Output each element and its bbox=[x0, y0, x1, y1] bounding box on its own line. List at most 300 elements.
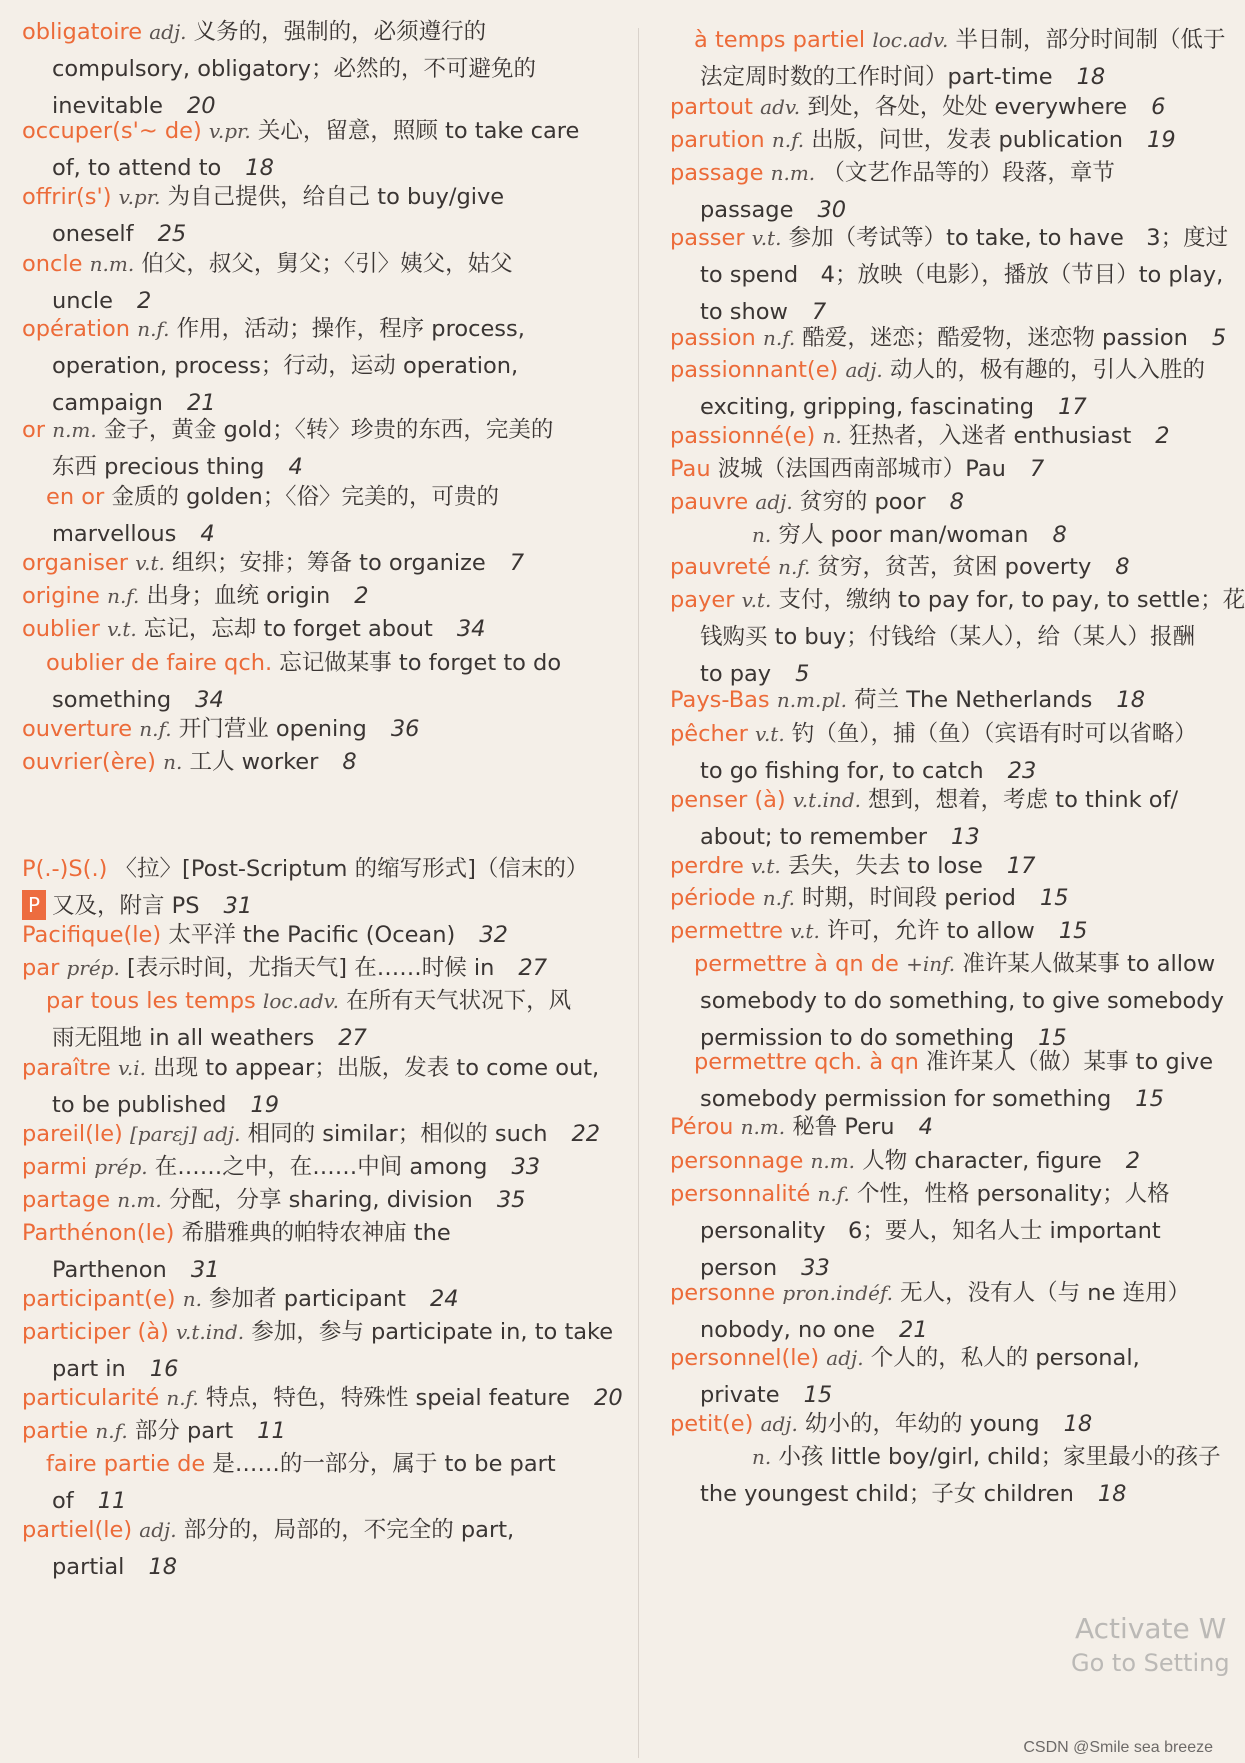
part-of-speech: n.m. bbox=[89, 252, 135, 276]
dictionary-entry bbox=[22, 1215, 622, 1289]
part-of-speech: n.f. bbox=[139, 717, 172, 741]
definition: 太平洋 the Pacific (Ocean) bbox=[168, 922, 456, 948]
definition: 部分 part bbox=[134, 1418, 234, 1444]
page-ref: 8 bbox=[949, 489, 964, 515]
headword: payer bbox=[670, 587, 735, 613]
headword: en or bbox=[46, 484, 105, 510]
part-of-speech: adj. bbox=[755, 490, 793, 514]
dictionary-entry bbox=[22, 311, 622, 422]
entry-first-line bbox=[670, 913, 1223, 950]
headword: petit(e) bbox=[670, 1411, 754, 1437]
dictionary-entry bbox=[670, 418, 1223, 455]
headword: par bbox=[22, 955, 60, 981]
headword: permettre qch. à qn bbox=[694, 1049, 919, 1075]
headword: permettre à qn de bbox=[694, 951, 899, 977]
headword: personnalité bbox=[670, 1181, 811, 1207]
page-ref: 19 bbox=[1147, 127, 1176, 153]
entry-first-line bbox=[670, 484, 1223, 521]
page-ref: 11 bbox=[257, 1418, 286, 1444]
headword: passion bbox=[670, 325, 756, 351]
definition-continuation: partial 18 bbox=[52, 1554, 178, 1580]
part-of-speech: n.m. bbox=[740, 1115, 786, 1139]
dictionary-entry bbox=[670, 716, 1223, 790]
definition-continuation: nobody, no one 21 bbox=[700, 1317, 928, 1343]
part-of-speech: [parɛj] adj. bbox=[129, 1122, 241, 1146]
left-column bbox=[22, 0, 622, 1763]
definition-continuation: 法定周时数的工作时间）part-time 18 bbox=[700, 64, 1106, 90]
definition: 个人的，私人的 personal, bbox=[870, 1345, 1140, 1371]
definition: 到处，各处，处处 everywhere bbox=[807, 94, 1128, 120]
part-of-speech: n.f. bbox=[778, 555, 811, 579]
part-of-speech: n.f. bbox=[107, 584, 140, 608]
part-of-speech: n.m. bbox=[117, 1188, 162, 1212]
entry-first-line bbox=[22, 179, 622, 216]
definition: 〈拉〉[Post-Scriptum 的缩写形式]（信末的） bbox=[114, 856, 589, 882]
headword: période bbox=[670, 885, 756, 911]
entry-first-line bbox=[670, 122, 1223, 159]
entry-first-line bbox=[22, 479, 622, 516]
headword: participer (à) bbox=[22, 1319, 169, 1345]
headword: personnel(le) bbox=[670, 1345, 820, 1371]
dictionary-entry bbox=[670, 549, 1223, 586]
page-ref: 15 bbox=[1038, 1025, 1067, 1051]
entry-first-line bbox=[22, 578, 622, 615]
definition: 出身；血统 origin bbox=[146, 583, 331, 609]
page-ref: 36 bbox=[390, 716, 420, 742]
part-of-speech: v.t. bbox=[755, 722, 785, 746]
headword: par tous les temps bbox=[46, 988, 256, 1014]
part-of-speech: n.f. bbox=[137, 317, 170, 341]
entry-first-line bbox=[22, 1512, 622, 1549]
part-of-speech: v.t. bbox=[135, 551, 165, 575]
page-ref: 4 bbox=[200, 521, 215, 547]
page-ref: 8 bbox=[1115, 554, 1130, 580]
definition-continuation: inevitable 20 bbox=[52, 93, 216, 119]
entry-first-line bbox=[670, 946, 1223, 983]
definition-continuation: uncle 2 bbox=[52, 288, 152, 314]
dictionary-entry bbox=[670, 582, 1245, 693]
entry-first-line bbox=[670, 880, 1223, 917]
headword: faire partie de bbox=[46, 1451, 206, 1477]
definition: 希腊雅典的帕特农神庙 the bbox=[181, 1220, 451, 1246]
page-ref: 4 bbox=[918, 1114, 933, 1140]
page-ref: 32 bbox=[479, 922, 508, 948]
page-ref: 18 bbox=[148, 1554, 178, 1580]
entry-first-line bbox=[22, 311, 622, 348]
dictionary-entry bbox=[22, 246, 622, 320]
definition: 穷人 poor man/woman bbox=[778, 522, 1029, 548]
page-ref: 31 bbox=[190, 1257, 220, 1283]
dictionary-entry bbox=[22, 412, 622, 486]
page-ref: 7 bbox=[1029, 456, 1045, 482]
entry-first-line bbox=[22, 950, 622, 987]
dictionary-entry bbox=[670, 1109, 1223, 1146]
watermark-line-1: Activate W bbox=[1075, 1612, 1227, 1645]
page-ref: 5 bbox=[795, 661, 810, 687]
definition-continuation: of, to attend to 18 bbox=[52, 155, 274, 181]
entry-first-line bbox=[670, 22, 1226, 59]
definition-continuation: operation, process；行动，运动 operation, bbox=[52, 353, 519, 379]
page-ref: 11 bbox=[97, 1488, 127, 1514]
headword: pauvre bbox=[670, 489, 749, 515]
part-of-speech: loc.adv. bbox=[262, 989, 339, 1013]
dictionary-entry bbox=[22, 645, 622, 719]
definition-continuation: to go fishing for, to catch 23 bbox=[700, 758, 1037, 784]
entry-first-line bbox=[22, 1182, 622, 1219]
dictionary-entry bbox=[22, 479, 622, 553]
dictionary-entry bbox=[670, 682, 1223, 719]
entry-first-line bbox=[22, 1380, 622, 1417]
page-ref: 7 bbox=[509, 550, 525, 576]
part-of-speech: v.t. bbox=[107, 617, 137, 641]
headword: penser (à) bbox=[670, 787, 786, 813]
page-ref: 15 bbox=[1135, 1086, 1164, 1112]
definition: 半日制，部分时间制（低于 bbox=[955, 27, 1226, 53]
entry-first-line bbox=[22, 1050, 622, 1087]
page-ref: 31 bbox=[223, 893, 253, 919]
part-of-speech: n. bbox=[822, 424, 842, 448]
entry-first-line bbox=[670, 418, 1223, 455]
headword: pareil(le) bbox=[22, 1121, 123, 1147]
entry-first-line bbox=[22, 851, 622, 888]
headword: pêcher bbox=[670, 721, 748, 747]
definition: 在所有天气状况下，风 bbox=[346, 988, 572, 1014]
entry-first-line bbox=[670, 582, 1245, 619]
entry-first-line bbox=[670, 1406, 1223, 1443]
headword: Pacifique(le) bbox=[22, 922, 162, 948]
definition-continuation: private 15 bbox=[700, 1382, 833, 1408]
definition-continuation: 东西 precious thing 4 bbox=[52, 454, 303, 480]
part-of-speech: n. bbox=[182, 1287, 202, 1311]
page-ref: 2 bbox=[137, 288, 152, 314]
entry-first-line bbox=[22, 983, 622, 1020]
headword: organiser bbox=[22, 550, 129, 576]
part-of-speech: prép. bbox=[94, 1155, 148, 1179]
headword: passionnant(e) bbox=[670, 357, 839, 383]
part-of-speech: n.m. bbox=[770, 161, 816, 185]
entry-first-line bbox=[670, 1176, 1223, 1213]
watermark-line-2: Go to Setting bbox=[1071, 1649, 1230, 1677]
definition-continuation: to show 7 bbox=[700, 299, 827, 325]
definition: 贫穷，贫苦，贫困 poverty bbox=[817, 554, 1092, 580]
page-ref: 5 bbox=[1211, 325, 1227, 351]
page-ref: 17 bbox=[1058, 394, 1087, 420]
part-of-speech: v.pr. bbox=[118, 185, 161, 209]
dictionary-entry bbox=[22, 1314, 622, 1388]
definition: 人物 character, figure bbox=[862, 1148, 1102, 1174]
definition: 贫穷的 poor bbox=[799, 489, 926, 515]
entry-first-line bbox=[670, 220, 1229, 257]
headword: opération bbox=[22, 316, 131, 342]
entry-first-line bbox=[22, 711, 622, 748]
definition-continuation: oneself 25 bbox=[52, 221, 187, 247]
part-of-speech: n. bbox=[752, 1445, 772, 1469]
dictionary-entry bbox=[670, 946, 1223, 1057]
dictionary-entry bbox=[670, 1176, 1223, 1287]
dictionary-entry bbox=[22, 1281, 622, 1318]
part-of-speech: v.t.ind. bbox=[176, 1320, 245, 1344]
page-ref: 21 bbox=[186, 390, 216, 416]
dictionary-entry bbox=[670, 22, 1226, 96]
page-ref: 2 bbox=[1155, 423, 1170, 449]
part-of-speech: n.f. bbox=[817, 1182, 850, 1206]
page-ref: 21 bbox=[899, 1317, 928, 1343]
dictionary-entry bbox=[22, 983, 622, 1057]
definition-continuation: 钱购买 to buy；付钱给（某人），给（某人）报酬 bbox=[700, 624, 1196, 650]
definition: 义务的，强制的，必须遵行的 bbox=[193, 19, 487, 45]
dictionary-entry bbox=[22, 1116, 622, 1153]
definition: 钓（鱼），捕（鱼）（宾语有时可以省略） bbox=[791, 721, 1197, 747]
entry-first-line bbox=[22, 1314, 622, 1351]
definition-continuation: somebody permission for something 15 bbox=[700, 1086, 1164, 1112]
dictionary-entry bbox=[22, 179, 622, 253]
dictionary-entry bbox=[670, 1143, 1223, 1180]
headword: partage bbox=[22, 1187, 111, 1213]
definition: 丢失，失去 to lose bbox=[787, 853, 983, 879]
headword: or bbox=[22, 417, 46, 443]
page-ref: 13 bbox=[951, 824, 980, 850]
definition-continuation: 雨无阻地 in all weathers 27 bbox=[52, 1025, 367, 1051]
entry-first-line bbox=[670, 1044, 1223, 1081]
dictionary-entry bbox=[22, 1380, 622, 1417]
definition-continuation: to pay 5 bbox=[700, 661, 810, 687]
entry-first-line bbox=[670, 682, 1223, 719]
definition-continuation: to be published 19 bbox=[52, 1092, 280, 1118]
definition-continuation: passage 30 bbox=[700, 197, 847, 223]
right-column bbox=[670, 0, 1245, 1763]
part-of-speech: n.f. bbox=[762, 326, 796, 350]
definition: 准许某人（做）某事 to give bbox=[926, 1049, 1214, 1075]
entry-first-line bbox=[670, 549, 1223, 586]
dictionary-entry bbox=[22, 14, 622, 125]
dictionary-entry bbox=[670, 155, 1223, 229]
definition: 伯父，叔父，舅父；〈引〉姨父，姑父 bbox=[141, 251, 513, 277]
page-ref: 18 bbox=[1097, 1481, 1127, 1507]
entry-first-line bbox=[670, 782, 1223, 819]
entry-first-line bbox=[22, 744, 622, 781]
headword: offrir(s') bbox=[22, 184, 112, 210]
dictionary-entry bbox=[22, 711, 622, 748]
headword: partout bbox=[670, 94, 753, 120]
definition: 个性，性格 personality；人格 bbox=[856, 1181, 1170, 1207]
headword: personne bbox=[670, 1280, 776, 1306]
part-of-speech: loc.adv. bbox=[872, 28, 949, 52]
headword: Pays-Bas bbox=[670, 687, 770, 713]
section-letter-badge: P bbox=[22, 890, 46, 920]
definition: 为自己提供，给自己 to buy/give bbox=[167, 184, 505, 210]
page-ref: 20 bbox=[186, 93, 216, 119]
part-of-speech: v.i. bbox=[117, 1056, 146, 1080]
part-of-speech: pron.indéf. bbox=[782, 1281, 893, 1305]
headword: parution bbox=[670, 127, 765, 153]
definition-continuation: compulsory, obligatory；必然的，不可避免的 bbox=[52, 56, 536, 82]
definition: 荷兰 The Netherlands bbox=[854, 687, 1093, 713]
page-ref: 4 bbox=[288, 454, 303, 480]
definition: 工人 worker bbox=[189, 749, 319, 775]
definition-continuation: exciting, gripping, fascinating 17 bbox=[700, 394, 1087, 420]
footer-credit: CSDN @Smile sea breeze bbox=[1023, 1739, 1213, 1756]
definition: 忘记，忘却 to forget about bbox=[143, 616, 433, 642]
dictionary-entry bbox=[22, 578, 622, 615]
headword: oncle bbox=[22, 251, 83, 277]
headword: permettre bbox=[670, 918, 783, 944]
part-of-speech: v.t. bbox=[751, 854, 781, 878]
entry-first-line bbox=[670, 155, 1223, 192]
page-ref: 33 bbox=[801, 1255, 830, 1281]
definition: 准许某人做某事 to allow bbox=[962, 951, 1216, 977]
entry-first-line bbox=[670, 1340, 1223, 1377]
headword: passage bbox=[670, 160, 764, 186]
entry-first-line bbox=[670, 1275, 1223, 1312]
entry-first-line bbox=[22, 113, 622, 150]
dictionary-entry bbox=[670, 1406, 1223, 1443]
dictionary-entry bbox=[22, 1149, 622, 1186]
definition: 许可，允许 to allow bbox=[826, 918, 1035, 944]
headword: participant(e) bbox=[22, 1286, 176, 1312]
definition-continuation: something 34 bbox=[52, 687, 224, 713]
definition: 酷爱，迷恋；酷爱物，迷恋物 passion bbox=[802, 325, 1188, 351]
page-ref: 8 bbox=[1052, 522, 1067, 548]
part-of-speech: n.f. bbox=[95, 1419, 128, 1443]
dictionary-entry bbox=[670, 1439, 1223, 1513]
part-of-speech: adj. bbox=[845, 358, 883, 382]
part-of-speech: v.t. bbox=[751, 226, 782, 250]
dictionary-entry bbox=[670, 451, 1223, 488]
entry-first-line bbox=[22, 412, 622, 449]
part-of-speech: adj. bbox=[760, 1412, 798, 1436]
definition-continuation: 又及，附言 PS 31 bbox=[52, 893, 253, 919]
definition: 组织；安排；筹备 to organize bbox=[172, 550, 486, 576]
definition: 分配，分享 sharing, division bbox=[168, 1187, 473, 1213]
definition: 参加（考试等）to take, to have 3；度过 bbox=[788, 225, 1229, 251]
headword: pauvreté bbox=[670, 554, 771, 580]
entry-first-line bbox=[670, 1109, 1223, 1146]
definition-continuation: campaign 21 bbox=[52, 390, 216, 416]
part-of-speech: n.m. bbox=[810, 1149, 856, 1173]
page-ref: 25 bbox=[157, 221, 187, 247]
headword: oublier bbox=[22, 616, 100, 642]
definition-continuation: marvellous 4 bbox=[52, 521, 215, 547]
part-of-speech: adj. bbox=[149, 20, 187, 44]
entry-first-line bbox=[22, 645, 622, 682]
definition: [表示时间，尤指天气] 在……时候 in bbox=[127, 955, 495, 981]
page-ref: 7 bbox=[811, 299, 827, 325]
dictionary-entry bbox=[22, 1182, 622, 1219]
definition-continuation: personality 6；要人，知名人士 important bbox=[700, 1218, 1161, 1244]
page-ref: 22 bbox=[571, 1121, 601, 1147]
entry-first-line bbox=[670, 451, 1223, 488]
entry-first-line bbox=[22, 1215, 622, 1252]
page-ref: 35 bbox=[496, 1187, 526, 1213]
page-ref: 33 bbox=[511, 1154, 541, 1180]
dictionary-entry bbox=[22, 611, 622, 648]
headword: partiel(le) bbox=[22, 1517, 133, 1543]
headword: passionné(e) bbox=[670, 423, 816, 449]
dictionary-entry bbox=[670, 1044, 1223, 1118]
definition: 金质的 golden；〈俗〉完美的，可贵的 bbox=[111, 484, 500, 510]
dictionary-entry bbox=[22, 1512, 622, 1586]
definition: 参加者 participant bbox=[209, 1286, 406, 1312]
definition-continuation: person 33 bbox=[700, 1255, 830, 1281]
part-of-speech: v.t.ind. bbox=[792, 788, 861, 812]
page-ref: 15 bbox=[803, 1382, 833, 1408]
definition-continuation: permission to do something 15 bbox=[700, 1025, 1067, 1051]
definition-continuation: the youngest child；子女 children 18 bbox=[700, 1481, 1127, 1507]
headword: parmi bbox=[22, 1154, 88, 1180]
page-ref: 2 bbox=[1125, 1148, 1141, 1174]
entry-first-line bbox=[22, 1116, 622, 1153]
definition: 时期，时间段 period bbox=[802, 885, 1016, 911]
entry-first-line bbox=[670, 89, 1223, 126]
definition: 在……之中，在……中间 among bbox=[154, 1154, 488, 1180]
headword: occuper(s'~ de) bbox=[22, 118, 202, 144]
dictionary-entry bbox=[22, 545, 622, 582]
dictionary-entry bbox=[22, 744, 622, 781]
page-ref: 17 bbox=[1006, 853, 1036, 879]
entry-first-line bbox=[22, 1281, 622, 1318]
headword: Parthénon(le) bbox=[22, 1220, 175, 1246]
definition: 是……的一部分，属于 to be part bbox=[212, 1451, 556, 1477]
headword: origine bbox=[22, 583, 100, 609]
part-of-speech: v.pr. bbox=[208, 119, 251, 143]
page-ref: 8 bbox=[342, 749, 357, 775]
entry-first-line bbox=[22, 917, 622, 954]
part-of-speech: n.m. bbox=[52, 418, 97, 442]
definition: 出现 to appear；出版，发表 to come out, bbox=[153, 1055, 600, 1081]
definition-continuation: Parthenon 31 bbox=[52, 1257, 220, 1283]
definition: （文艺作品等的）段落，章节 bbox=[822, 160, 1115, 186]
dictionary-entry bbox=[670, 352, 1223, 426]
definition: 相同的 similar；相似的 such bbox=[247, 1121, 548, 1147]
page-ref: 27 bbox=[338, 1025, 367, 1051]
headword: paraître bbox=[22, 1055, 111, 1081]
page-ref: 30 bbox=[817, 197, 847, 223]
page-ref: 18 bbox=[1076, 64, 1106, 90]
dictionary-entry bbox=[670, 484, 1223, 521]
definition: 作用，活动；操作，程序 process, bbox=[176, 316, 525, 342]
page-ref: 15 bbox=[1039, 885, 1069, 911]
headword: particularité bbox=[22, 1385, 160, 1411]
headword: partie bbox=[22, 1418, 89, 1444]
entry-first-line bbox=[670, 1439, 1223, 1476]
definition: 动人的，极有趣的，引人入胜的 bbox=[889, 357, 1205, 383]
dictionary-entry bbox=[670, 122, 1223, 159]
definition: 开门营业 opening bbox=[178, 716, 367, 742]
dictionary-entry bbox=[670, 913, 1223, 950]
dictionary-entry bbox=[22, 917, 622, 954]
headword: Pau bbox=[670, 456, 711, 482]
page-ref: 15 bbox=[1058, 918, 1088, 944]
part-of-speech: adj. bbox=[139, 1518, 177, 1542]
definition-continuation: somebody to do something, to give somebody bbox=[700, 988, 1224, 1014]
headword: P(.-)S(.) bbox=[22, 856, 108, 882]
definition: 忘记做某事 to forget to do bbox=[279, 650, 562, 676]
entry-first-line bbox=[670, 352, 1223, 389]
dictionary-entry bbox=[22, 851, 622, 925]
headword: oublier de faire qch. bbox=[46, 650, 273, 676]
entry-first-line bbox=[22, 545, 622, 582]
dictionary-entry bbox=[670, 782, 1223, 856]
headword: perdre bbox=[670, 853, 744, 879]
column-divider bbox=[638, 28, 639, 1758]
definition: 狂热者，入迷者 enthusiast bbox=[848, 423, 1132, 449]
entry-first-line bbox=[670, 1143, 1223, 1180]
entry-first-line bbox=[670, 716, 1223, 753]
dictionary-entry bbox=[670, 1275, 1223, 1349]
definition: 幼小的，年幼的 young bbox=[805, 1411, 1040, 1437]
dictionary-entry bbox=[670, 1340, 1223, 1414]
headword: à temps partiel bbox=[694, 27, 866, 53]
